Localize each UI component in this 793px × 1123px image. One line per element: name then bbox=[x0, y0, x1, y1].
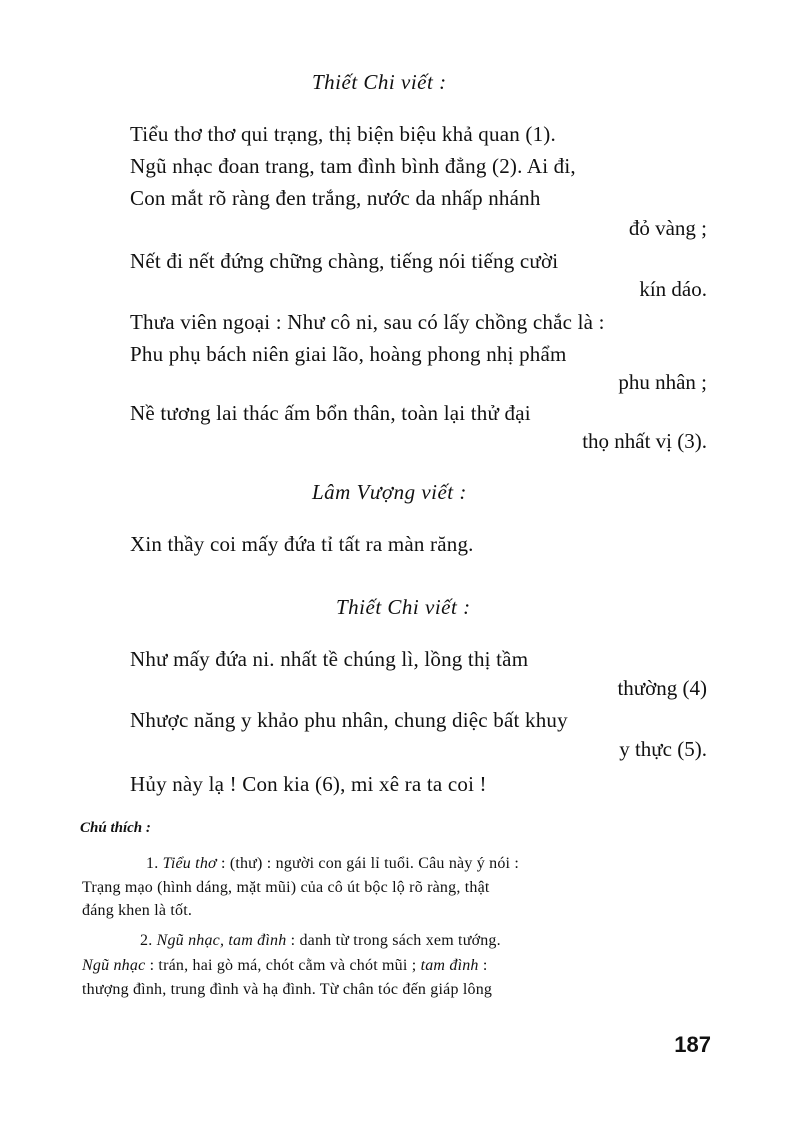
note-text: : bbox=[482, 957, 488, 974]
note-text: : danh từ trong sách xem tướng. bbox=[290, 932, 501, 949]
note-term: tam đình bbox=[420, 957, 479, 974]
note-text: : (thư) : người con gái lỉ tuổi. Câu này ý nói : bbox=[220, 855, 520, 872]
note-text: : trán, hai gò má, chót cằm và chót mũi ; bbox=[149, 957, 417, 974]
note-term: Ngũ nhạc bbox=[82, 957, 146, 974]
note-term: Ngũ nhạc, tam đình bbox=[156, 932, 287, 949]
note-term: Tiểu thơ bbox=[162, 855, 217, 872]
verse-line: Tiểu thơ thơ qui trạng, thị biện biệu khả quan (1). bbox=[130, 122, 556, 146]
verse-line: Nhược năng y khảo phu nhân, chung diệc bất khuy bbox=[130, 708, 568, 732]
verse-line: Phu phụ bách niên giai lão, hoàng phong nhị phẩm bbox=[130, 342, 567, 366]
verse-continuation: đỏ vàng ; bbox=[628, 216, 707, 240]
verse-continuation: thường (4) bbox=[617, 676, 707, 700]
verse-continuation: phu nhân ; bbox=[618, 370, 707, 394]
notes-heading: Chú thích : bbox=[80, 820, 151, 836]
verse-line: Nề tương lai thác ấm bổn thân, toàn lại thử đại bbox=[130, 401, 531, 425]
verse-line: Thưa viên ngoại : Như cô ni, sau có lấy chồng chắc là : bbox=[130, 310, 605, 334]
speaker-lam-vuong: Lâm Vượng viết : bbox=[312, 480, 467, 504]
speaker-thiet-chi-1: Thiết Chi viết : bbox=[312, 70, 447, 94]
note-1-line-1 bbox=[146, 855, 519, 873]
note-number: 1. bbox=[146, 855, 159, 872]
verse-line: Con mắt rõ ràng đen trắng, nước da nhấp nhánh bbox=[130, 186, 541, 210]
verse-continuation: thọ nhất vị (3). bbox=[582, 429, 707, 453]
note-2-line-2 bbox=[82, 957, 487, 975]
verse-line: Nết đi nết đứng chững chàng, tiếng nói tiếng cười bbox=[130, 249, 559, 273]
note-2-line-1 bbox=[140, 932, 501, 950]
verse-continuation: kín dáo. bbox=[639, 277, 707, 301]
note-2-line-3: thượng đình, trung đình và hạ đình. Từ chân tóc đến giáp lông bbox=[82, 981, 493, 998]
speaker-thiet-chi-2: Thiết Chi viết : bbox=[336, 595, 471, 619]
page-number: 187 bbox=[674, 1032, 711, 1057]
verse-line: Hủy này lạ ! Con kia (6), mi xê ra ta coi ! bbox=[130, 772, 487, 796]
verse-continuation: y thực (5). bbox=[619, 737, 707, 761]
note-1-line-2: Trạng mạo (hình dáng, mặt mũi) của cô út bộc lộ rõ ràng, thật bbox=[82, 879, 490, 896]
verse-line: Ngũ nhạc đoan trang, tam đình bình đẳng (2). Ai đi, bbox=[130, 154, 576, 178]
verse-line: Xin thầy coi mấy đứa tỉ tất ra màn răng. bbox=[130, 532, 474, 556]
note-1-line-3: đáng khen là tốt. bbox=[82, 902, 193, 919]
note-number: 2. bbox=[140, 932, 153, 949]
verse-line: Như mấy đứa ni. nhất tề chúng lì, lồng thị tầm bbox=[130, 647, 529, 671]
